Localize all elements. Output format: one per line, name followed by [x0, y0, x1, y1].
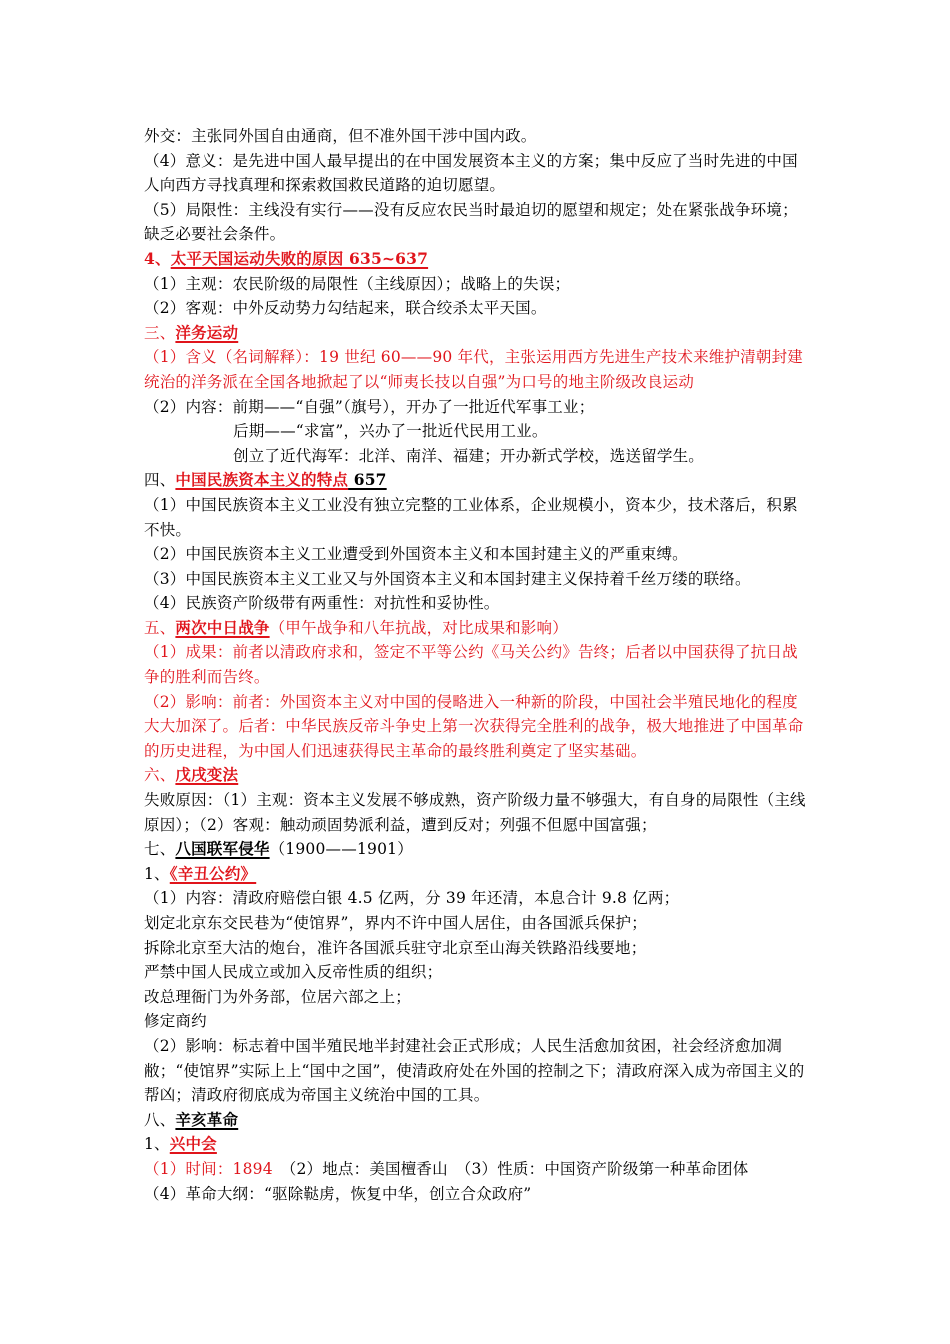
text-paragraph: （1）中国民族资本主义工业没有独立完整的工业体系，企业规模小，资本少，技术落后，积累不快。 [144, 495, 798, 539]
heading-number: 四、 [144, 471, 176, 490]
text-line: 划定北京东交民巷为“使馆界”，界内不许中国人居住，由各国派兵保护； [144, 914, 647, 932]
text-line: （1）主观：农民阶级的局限性（主线原因）；战略上的失误； [144, 274, 571, 293]
section-heading-3 [144, 321, 812, 346]
heading-note: （甲午战争和八年抗战，对比成果和影响） [269, 618, 568, 637]
heading-title: 太平天国运动失败的原因 635~637 [170, 248, 429, 268]
heading-title: 八国联军侵华 [175, 839, 270, 859]
heading-number: 五、 [144, 618, 176, 637]
heading-title: 戊戌变法 [175, 765, 239, 785]
text-paragraph: （1）含义（名词解释）：19 世纪 60——90 年代，主张运用西方先进生产技术来维护清朝封建统治的洋务派在全国各地掀起了以“师夷长技以自强”为口号的地主阶级改良运动 [144, 348, 803, 391]
text-paragraph: （1）成果：前者以清政府求和，签定不平等公约《马关公约》告终；后者以中国获得了抗日战争的胜利而告终。 [144, 643, 798, 687]
heading-number: 八、 [144, 1110, 176, 1129]
text-line: 创立了近代海军：北洋、南洋、福建；开办新式学校，选送留学生。 [233, 446, 705, 465]
text-line: 严禁中国人民成立或加入反帝性质的组织； [144, 963, 443, 982]
heading-number: 4、 [144, 248, 171, 268]
heading-title: 两次中日战争 [175, 617, 270, 637]
text-line: 改总理衙门为外务部，位居六部之上； [144, 987, 411, 1006]
highlight-text: （1）时间：1894 [144, 1159, 273, 1178]
text-line: 外交：主张同外国自由通商，但不准外国干涉中国内政。 [144, 127, 537, 145]
heading-title: 洋务运动 [175, 322, 239, 342]
text-line: （4）民族资产阶级带有两重性：对抗性和妥协性。 [144, 594, 500, 613]
text-line: （4）革命大纲：“驱除鞑虏，恢复中华，创立合众政府” [144, 1184, 532, 1203]
text-paragraph: 失败原因：（1）主观：资本主义发展不够成熟，资产阶级力量不够强大，有自身的局限性（主线原因）；（2）客观：触动顽固势派利益，遭到反对；列强不但愿中国富强； [144, 791, 806, 834]
heading-number: 1、 [144, 1135, 170, 1154]
text-line: （2）中国民族资本主义工业遭受到外国资本主义和本国封建主义的严重束缚。 [144, 545, 688, 564]
section-heading-7 [144, 837, 812, 862]
text-line [144, 1157, 812, 1182]
text-line: （2）客观：中外反动势力勾结起来，联合绞杀太平天国。 [144, 299, 547, 318]
heading-title: 《辛丑公约》 [169, 863, 257, 883]
section-heading-6 [144, 763, 812, 788]
section-heading-4 [144, 468, 812, 493]
subheading-taiping [144, 247, 812, 272]
heading-number: 七、 [144, 840, 176, 859]
document-body [144, 124, 812, 1206]
text-line: 拆除北京至大沽的炮台，准许各国派兵驻守北京至山海关铁路沿线要地； [144, 938, 647, 957]
text-line: （1）内容：清政府赔偿白银 4.5 亿两，分 39 年还清，本息合计 9.8 亿两； [144, 889, 680, 908]
text-line: 修定商约 [144, 1012, 207, 1031]
heading-title: 兴中会 [169, 1134, 217, 1154]
heading-number: 三、 [144, 323, 176, 342]
text-paragraph: （2）影响：标志着中国半殖民地半封建社会正式形成；人民生活愈加贫困，社会经济愈加凋敝；“使馆界”实际上上“国中之国”，使清政府处在外国的控制之下；清政府深入成为帝国主义的帮凶；清政府彻底成为帝国主义统治中国的工具。 [144, 1036, 805, 1105]
section-heading-8 [144, 1108, 812, 1133]
heading-page-ref: 657 [348, 470, 387, 490]
section-heading-5 [144, 616, 812, 641]
subheading-xingzhonghui [144, 1132, 812, 1157]
text-line: 后期——“求富”，兴办了一批近代民用工业。 [233, 422, 548, 441]
text-paragraph: （4）意义：是先进中国人最早提出的在中国发展资本主义的方案；集中反应了当时先进的中国人向西方寻找真理和探索救国救民道路的迫切愿望。 [144, 151, 798, 195]
heading-number: 六、 [144, 766, 176, 785]
text-paragraph: （5）局限性：主线没有实行——没有反应农民当时最迫切的愿望和规定；处在紧张战争环境；缺乏必要社会条件。 [144, 200, 798, 244]
heading-title: 辛亥革命 [175, 1109, 239, 1129]
heading-note: （1900——1901） [269, 840, 413, 859]
text-line: （2）内容：前期——“自强”（旗号），开办了一批近代军事工业； [144, 397, 595, 416]
text-span: （2）地点：美国檀香山 （3）性质：中国资产阶级第一种革命团体 [272, 1159, 749, 1178]
heading-number: 1、 [144, 864, 170, 883]
text-line: （3）中国民族资本主义工业又与外国资本主义和本国封建主义保持着千丝万缕的联络。 [144, 569, 751, 588]
heading-title: 中国民族资本主义的特点 [175, 470, 349, 490]
subheading-xinchou [144, 862, 812, 887]
text-paragraph: （2）影响：前者：外国资本主义对中国的侵略进入一种新的阶段，中国社会半殖民地化的程度大大加深了。后者：中华民族反帝斗争史上第一次获得完全胜利的战争，极大地推进了中国革命的历史进程，为中国人们迅速获得民主革命的最终胜利奠定了坚实基础。 [144, 692, 804, 760]
